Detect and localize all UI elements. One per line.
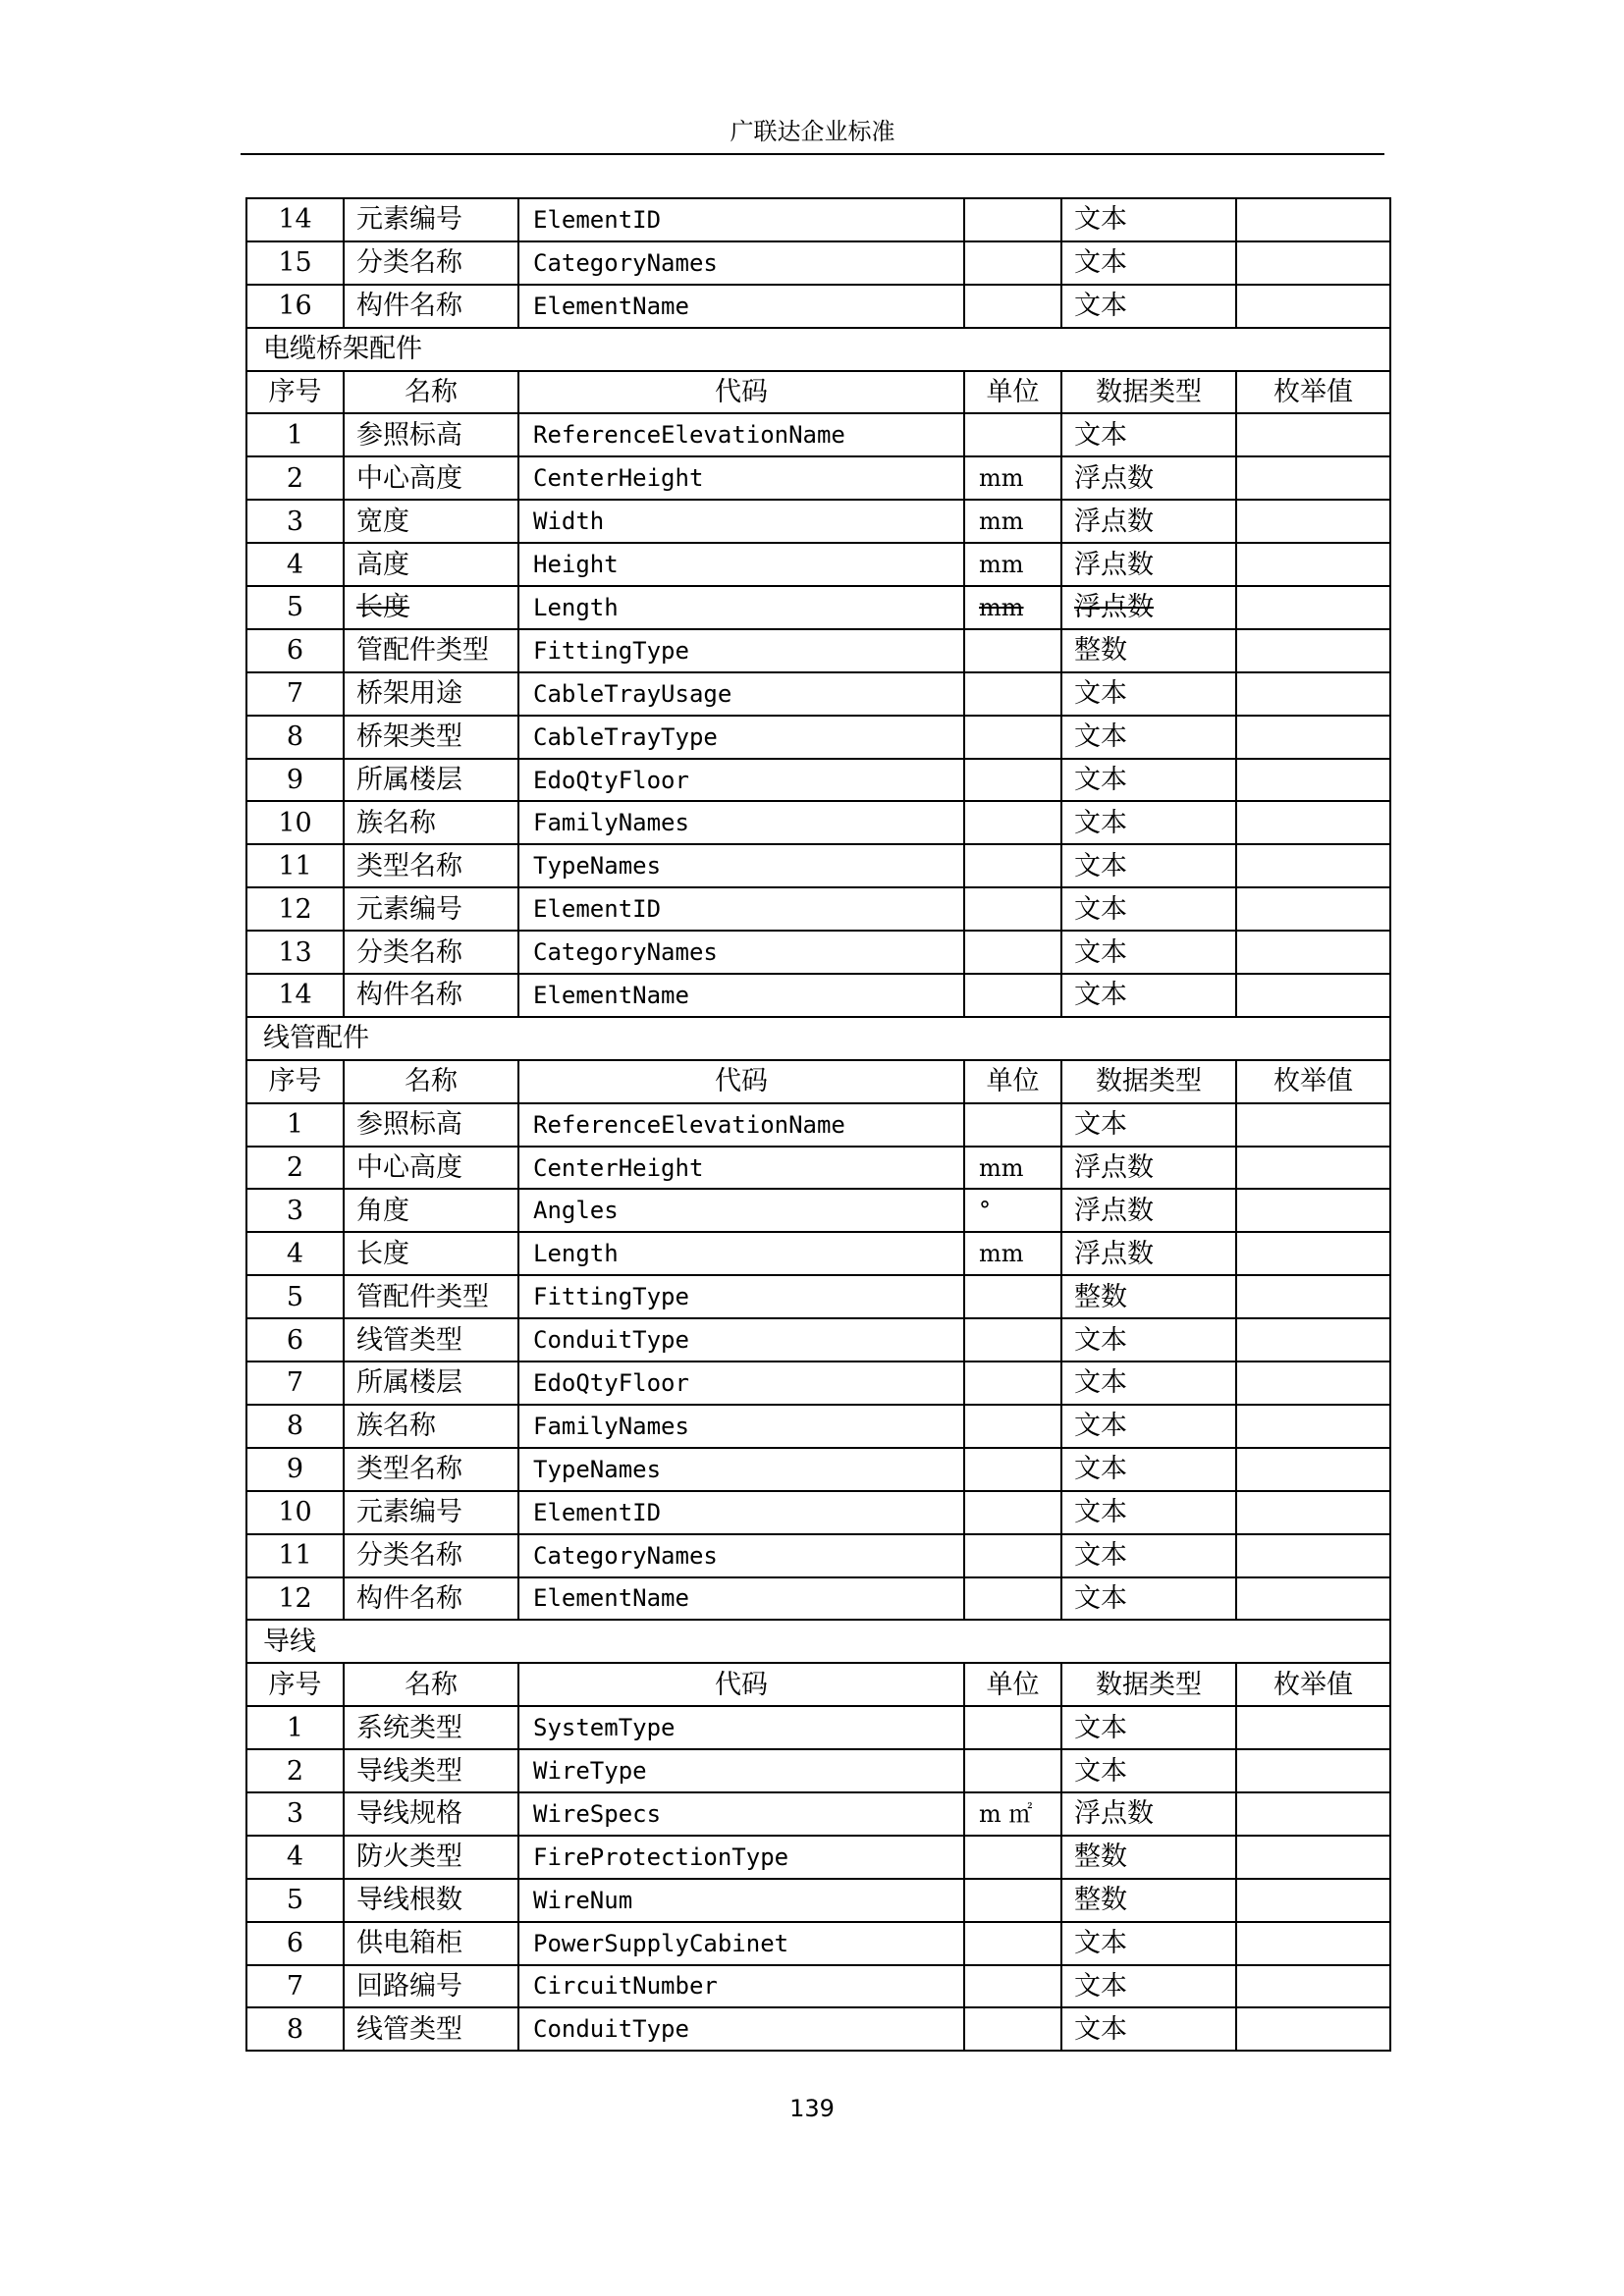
row-data-type: 文本	[1061, 1362, 1236, 1405]
row-name: 管配件类型	[344, 629, 518, 672]
column-header-no: 序号	[246, 1663, 344, 1706]
row-number: 4	[246, 1232, 344, 1275]
row-enum-value	[1236, 500, 1390, 543]
row-data-type: 文本	[1061, 2007, 1236, 2051]
row-code: CableTrayUsage	[518, 672, 964, 716]
row-name: 族名称	[344, 1405, 518, 1448]
row-name: 元素编号	[344, 1491, 518, 1534]
row-data-type: 文本	[1061, 1577, 1236, 1621]
row-name: 所属楼层	[344, 759, 518, 802]
row-name: 线管类型	[344, 1318, 518, 1362]
row-data-type: 整数	[1061, 629, 1236, 672]
row-enum-value	[1236, 1792, 1390, 1836]
table-row	[246, 1405, 1390, 1448]
row-number: 13	[246, 931, 344, 974]
row-name: 分类名称	[344, 1534, 518, 1577]
row-number: 10	[246, 801, 344, 844]
row-unit	[964, 887, 1061, 931]
row-name: 元素编号	[344, 887, 518, 931]
table-row	[246, 974, 1390, 1017]
row-unit	[964, 2007, 1061, 2051]
row-enum-value	[1236, 1362, 1390, 1405]
row-unit	[964, 1749, 1061, 1792]
row-unit	[964, 241, 1061, 285]
row-enum-value	[1236, 716, 1390, 759]
page-number: 139	[789, 2095, 835, 2122]
row-number: 15	[246, 241, 344, 285]
row-number: 6	[246, 1922, 344, 1965]
section-row	[246, 1017, 1390, 1060]
row-enum-value	[1236, 285, 1390, 328]
row-number: 1	[246, 1706, 344, 1749]
row-enum-value	[1236, 586, 1390, 629]
row-data-type: 文本	[1061, 974, 1236, 1017]
column-header-row	[246, 371, 1390, 414]
column-header-row	[246, 1060, 1390, 1103]
row-name: 桥架类型	[344, 716, 518, 759]
table-row	[246, 844, 1390, 887]
row-name: 长度	[344, 1232, 518, 1275]
column-header-unit: 单位	[964, 1663, 1061, 1706]
column-header-code: 代码	[518, 1060, 964, 1103]
row-name: 构件名称	[344, 974, 518, 1017]
row-number: 11	[246, 1534, 344, 1577]
row-unit: mm	[964, 1147, 1061, 1190]
table-row	[246, 1362, 1390, 1405]
row-code: CategoryNames	[518, 931, 964, 974]
column-header-unit: 单位	[964, 371, 1061, 414]
row-enum-value	[1236, 887, 1390, 931]
row-name: 供电箱柜	[344, 1922, 518, 1965]
row-data-type: 文本	[1061, 1448, 1236, 1491]
row-enum-value	[1236, 1448, 1390, 1491]
row-enum-value	[1236, 759, 1390, 802]
row-unit	[964, 1965, 1061, 2008]
table-row	[246, 500, 1390, 543]
row-enum-value	[1236, 931, 1390, 974]
row-code: Length	[518, 586, 964, 629]
row-unit	[964, 1922, 1061, 1965]
row-code: FamilyNames	[518, 1405, 964, 1448]
row-number: 1	[246, 1103, 344, 1147]
row-enum-value	[1236, 1706, 1390, 1749]
row-data-type: 浮点数	[1061, 586, 1236, 629]
table-row	[246, 198, 1390, 241]
row-enum-value	[1236, 1922, 1390, 1965]
row-enum-value	[1236, 974, 1390, 1017]
row-data-type: 浮点数	[1061, 543, 1236, 586]
row-enum-value	[1236, 672, 1390, 716]
row-data-type: 浮点数	[1061, 1147, 1236, 1190]
row-data-type: 文本	[1061, 241, 1236, 285]
row-number: 8	[246, 2007, 344, 2051]
row-unit: mm	[964, 1232, 1061, 1275]
row-unit: m ㎡	[964, 1792, 1061, 1836]
row-enum-value	[1236, 1232, 1390, 1275]
row-name: 分类名称	[344, 931, 518, 974]
table-row	[246, 1792, 1390, 1836]
row-data-type: 整数	[1061, 1836, 1236, 1879]
table-row	[246, 1965, 1390, 2008]
row-data-type: 文本	[1061, 887, 1236, 931]
spec-table	[245, 197, 1391, 2052]
column-header-name: 名称	[344, 1663, 518, 1706]
row-data-type: 文本	[1061, 285, 1236, 328]
section-title: 线管配件	[246, 1017, 1390, 1060]
row-unit	[964, 1836, 1061, 1879]
row-number: 14	[246, 974, 344, 1017]
row-unit	[964, 1534, 1061, 1577]
row-number: 2	[246, 456, 344, 500]
row-enum-value	[1236, 1965, 1390, 2008]
row-code: CenterHeight	[518, 456, 964, 500]
table-row	[246, 759, 1390, 802]
row-name: 宽度	[344, 500, 518, 543]
table-row	[246, 543, 1390, 586]
row-name: 族名称	[344, 801, 518, 844]
row-code: ConduitType	[518, 1318, 964, 1362]
row-code: ReferenceElevationName	[518, 1103, 964, 1147]
row-unit	[964, 413, 1061, 456]
row-data-type: 浮点数	[1061, 1232, 1236, 1275]
row-number: 11	[246, 844, 344, 887]
row-code: PowerSupplyCabinet	[518, 1922, 964, 1965]
table-row	[246, 801, 1390, 844]
row-number: 16	[246, 285, 344, 328]
row-unit: °	[964, 1189, 1061, 1232]
row-unit	[964, 285, 1061, 328]
row-code: FittingType	[518, 629, 964, 672]
row-data-type: 文本	[1061, 1749, 1236, 1792]
row-name: 导线规格	[344, 1792, 518, 1836]
row-unit	[964, 974, 1061, 1017]
column-header-name: 名称	[344, 1060, 518, 1103]
row-name: 角度	[344, 1189, 518, 1232]
table-row	[246, 1749, 1390, 1792]
row-unit	[964, 198, 1061, 241]
table-row	[246, 241, 1390, 285]
row-name: 防火类型	[344, 1836, 518, 1879]
row-number: 8	[246, 1405, 344, 1448]
row-number: 12	[246, 887, 344, 931]
row-name: 分类名称	[344, 241, 518, 285]
table-row	[246, 1189, 1390, 1232]
column-header-type: 数据类型	[1061, 1663, 1236, 1706]
spec-table-wrapper	[245, 197, 1391, 2052]
row-enum-value	[1236, 2007, 1390, 2051]
row-enum-value	[1236, 543, 1390, 586]
row-data-type: 文本	[1061, 1965, 1236, 2008]
row-name: 构件名称	[344, 1577, 518, 1621]
row-number: 4	[246, 543, 344, 586]
column-header-row	[246, 1663, 1390, 1706]
row-enum-value	[1236, 1491, 1390, 1534]
row-code: ElementName	[518, 974, 964, 1017]
row-data-type: 文本	[1061, 1318, 1236, 1362]
row-enum-value	[1236, 1534, 1390, 1577]
row-number: 7	[246, 1965, 344, 2008]
row-unit	[964, 801, 1061, 844]
row-number: 5	[246, 1275, 344, 1318]
row-code: ConduitType	[518, 2007, 964, 2051]
column-header-enum: 枚举值	[1236, 371, 1390, 414]
row-enum-value	[1236, 241, 1390, 285]
header-title: 广联达企业标准	[730, 118, 895, 145]
row-number: 7	[246, 672, 344, 716]
row-enum-value	[1236, 1103, 1390, 1147]
table-row	[246, 1448, 1390, 1491]
row-number: 1	[246, 413, 344, 456]
table-row	[246, 456, 1390, 500]
row-code: FittingType	[518, 1275, 964, 1318]
row-code: Height	[518, 543, 964, 586]
row-data-type: 文本	[1061, 801, 1236, 844]
row-data-type: 文本	[1061, 1103, 1236, 1147]
row-name: 所属楼层	[344, 1362, 518, 1405]
row-data-type: 文本	[1061, 716, 1236, 759]
row-unit	[964, 931, 1061, 974]
row-enum-value	[1236, 1275, 1390, 1318]
row-enum-value	[1236, 1318, 1390, 1362]
table-row	[246, 2007, 1390, 2051]
row-code: CategoryNames	[518, 241, 964, 285]
section-row	[246, 328, 1390, 371]
row-code: CableTrayType	[518, 716, 964, 759]
row-data-type: 文本	[1061, 759, 1236, 802]
row-number: 3	[246, 500, 344, 543]
row-code: Length	[518, 1232, 964, 1275]
table-row	[246, 887, 1390, 931]
table-row	[246, 1491, 1390, 1534]
column-header-code: 代码	[518, 371, 964, 414]
row-code: Angles	[518, 1189, 964, 1232]
row-code: EdoQtyFloor	[518, 759, 964, 802]
row-data-type: 文本	[1061, 1706, 1236, 1749]
table-row	[246, 1836, 1390, 1879]
row-enum-value	[1236, 1147, 1390, 1190]
row-unit	[964, 1362, 1061, 1405]
row-data-type: 浮点数	[1061, 1189, 1236, 1232]
table-row	[246, 1318, 1390, 1362]
row-unit	[964, 1405, 1061, 1448]
column-header-enum: 枚举值	[1236, 1663, 1390, 1706]
table-row	[246, 413, 1390, 456]
section-title: 电缆桥架配件	[246, 328, 1390, 371]
column-header-no: 序号	[246, 1060, 344, 1103]
row-code: ReferenceElevationName	[518, 413, 964, 456]
table-row	[246, 1232, 1390, 1275]
row-name: 长度	[344, 586, 518, 629]
row-code: FireProtectionType	[518, 1836, 964, 1879]
row-number: 6	[246, 629, 344, 672]
row-code: ElementName	[518, 285, 964, 328]
row-number: 12	[246, 1577, 344, 1621]
row-unit: mm	[964, 500, 1061, 543]
row-data-type: 文本	[1061, 1922, 1236, 1965]
row-number: 3	[246, 1189, 344, 1232]
row-number: 4	[246, 1836, 344, 1879]
column-header-type: 数据类型	[1061, 1060, 1236, 1103]
row-data-type: 整数	[1061, 1879, 1236, 1922]
table-row	[246, 931, 1390, 974]
row-unit	[964, 759, 1061, 802]
row-code: ElementID	[518, 1491, 964, 1534]
row-name: 桥架用途	[344, 672, 518, 716]
row-number: 9	[246, 1448, 344, 1491]
row-name: 中心高度	[344, 1147, 518, 1190]
row-enum-value	[1236, 1879, 1390, 1922]
table-row	[246, 716, 1390, 759]
row-name: 元素编号	[344, 198, 518, 241]
row-code: Width	[518, 500, 964, 543]
row-code: FamilyNames	[518, 801, 964, 844]
row-number: 7	[246, 1362, 344, 1405]
row-number: 9	[246, 759, 344, 802]
row-unit	[964, 1706, 1061, 1749]
row-code: ElementID	[518, 198, 964, 241]
row-code: CategoryNames	[518, 1534, 964, 1577]
row-number: 14	[246, 198, 344, 241]
row-code: TypeNames	[518, 844, 964, 887]
table-row	[246, 672, 1390, 716]
section-row	[246, 1620, 1390, 1663]
column-header-enum: 枚举值	[1236, 1060, 1390, 1103]
row-name: 系统类型	[344, 1706, 518, 1749]
row-unit: mm	[964, 586, 1061, 629]
table-row	[246, 629, 1390, 672]
page-header	[241, 110, 1384, 155]
row-code: WireType	[518, 1749, 964, 1792]
row-data-type: 整数	[1061, 1275, 1236, 1318]
row-enum-value	[1236, 198, 1390, 241]
row-number: 3	[246, 1792, 344, 1836]
row-name: 线管类型	[344, 2007, 518, 2051]
row-data-type: 文本	[1061, 672, 1236, 716]
row-code: ElementName	[518, 1577, 964, 1621]
column-header-code: 代码	[518, 1663, 964, 1706]
row-enum-value	[1236, 1405, 1390, 1448]
row-name: 参照标高	[344, 1103, 518, 1147]
row-unit	[964, 672, 1061, 716]
row-enum-value	[1236, 1836, 1390, 1879]
row-number: 5	[246, 586, 344, 629]
row-code: CenterHeight	[518, 1147, 964, 1190]
row-code: ElementID	[518, 887, 964, 931]
row-enum-value	[1236, 1577, 1390, 1621]
row-enum-value	[1236, 456, 1390, 500]
row-name: 构件名称	[344, 285, 518, 328]
row-enum-value	[1236, 629, 1390, 672]
row-enum-value	[1236, 413, 1390, 456]
row-data-type: 文本	[1061, 1491, 1236, 1534]
column-header-unit: 单位	[964, 1060, 1061, 1103]
table-row	[246, 1147, 1390, 1190]
row-enum-value	[1236, 801, 1390, 844]
row-number: 10	[246, 1491, 344, 1534]
row-unit	[964, 844, 1061, 887]
table-row	[246, 1103, 1390, 1147]
row-data-type: 文本	[1061, 198, 1236, 241]
row-code: WireSpecs	[518, 1792, 964, 1836]
table-row	[246, 1706, 1390, 1749]
row-unit	[964, 1103, 1061, 1147]
column-header-name: 名称	[344, 371, 518, 414]
table-row	[246, 1879, 1390, 1922]
row-unit	[964, 1318, 1061, 1362]
row-code: TypeNames	[518, 1448, 964, 1491]
section-title: 导线	[246, 1620, 1390, 1663]
row-unit	[964, 716, 1061, 759]
row-data-type: 文本	[1061, 1534, 1236, 1577]
row-data-type: 文本	[1061, 931, 1236, 974]
row-code: SystemType	[518, 1706, 964, 1749]
table-row	[246, 586, 1390, 629]
row-name: 类型名称	[344, 844, 518, 887]
row-unit: mm	[964, 456, 1061, 500]
row-code: EdoQtyFloor	[518, 1362, 964, 1405]
row-enum-value	[1236, 1749, 1390, 1792]
column-header-type: 数据类型	[1061, 371, 1236, 414]
row-data-type: 浮点数	[1061, 500, 1236, 543]
row-unit	[964, 1577, 1061, 1621]
row-name: 管配件类型	[344, 1275, 518, 1318]
row-data-type: 文本	[1061, 413, 1236, 456]
column-header-no: 序号	[246, 371, 344, 414]
row-data-type: 浮点数	[1061, 1792, 1236, 1836]
row-data-type: 文本	[1061, 844, 1236, 887]
row-name: 中心高度	[344, 456, 518, 500]
table-row	[246, 1275, 1390, 1318]
row-number: 8	[246, 716, 344, 759]
row-unit	[964, 629, 1061, 672]
table-row	[246, 1577, 1390, 1621]
row-data-type: 浮点数	[1061, 456, 1236, 500]
row-code: WireNum	[518, 1879, 964, 1922]
table-row	[246, 1534, 1390, 1577]
row-number: 6	[246, 1318, 344, 1362]
row-name: 类型名称	[344, 1448, 518, 1491]
row-unit: mm	[964, 543, 1061, 586]
row-name: 导线根数	[344, 1879, 518, 1922]
row-number: 2	[246, 1749, 344, 1792]
row-unit	[964, 1491, 1061, 1534]
row-number: 5	[246, 1879, 344, 1922]
row-name: 高度	[344, 543, 518, 586]
row-enum-value	[1236, 1189, 1390, 1232]
row-number: 2	[246, 1147, 344, 1190]
row-code: CircuitNumber	[518, 1965, 964, 2008]
row-unit	[964, 1448, 1061, 1491]
row-data-type: 文本	[1061, 1405, 1236, 1448]
row-name: 回路编号	[344, 1965, 518, 2008]
row-enum-value	[1236, 844, 1390, 887]
table-row	[246, 1922, 1390, 1965]
row-unit	[964, 1275, 1061, 1318]
row-name: 导线类型	[344, 1749, 518, 1792]
table-row	[246, 285, 1390, 328]
row-name: 参照标高	[344, 413, 518, 456]
spec-table-body	[246, 198, 1390, 2051]
row-unit	[964, 1879, 1061, 1922]
